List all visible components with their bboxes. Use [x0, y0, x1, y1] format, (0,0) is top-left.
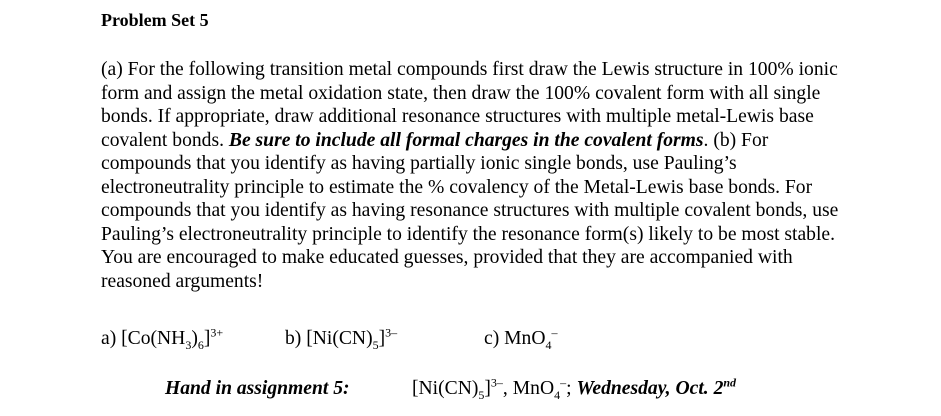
formula-charge: 3–: [385, 325, 398, 340]
formula-text: [Ni(CN): [412, 378, 479, 399]
formula-text: ]: [484, 378, 491, 399]
formula-subscript: 5: [372, 337, 379, 352]
formula-charge: 3+: [210, 325, 224, 340]
formula-charge: –: [560, 375, 567, 390]
handin-details: [412, 375, 737, 402]
formula-subscript: 4: [554, 387, 561, 402]
paragraph-line: compounds that you identify as having partially ionic single bonds, use Pauling’s: [101, 153, 737, 174]
due-date: [576, 375, 737, 399]
formula-text: ): [191, 328, 198, 349]
formula-charge: –: [551, 325, 558, 340]
due-date-ordinal: nd: [723, 375, 737, 390]
problem-set-title: Problem Set 5: [101, 10, 209, 30]
emphasis-text: Be sure to include all formal charges in the covalent forms: [228, 129, 704, 151]
paragraph-line: You are encouraged to make educated guesses, provided that they are accompanied with: [101, 247, 793, 268]
formula-charge: 3–: [490, 375, 503, 390]
due-date-text: Wednesday, Oct. 2: [576, 378, 724, 399]
paragraph-text: covalent bonds.: [101, 129, 229, 151]
formula-text: a) [Co(NH: [101, 328, 186, 349]
compound-a: [101, 325, 224, 352]
paragraph-line: Pauling’s electroneutrality principle to identify the resonance form(s) likely to be most stable.: [101, 223, 836, 245]
paragraph-line: compounds that you identify as having resonance structures with multiple covalent bonds, use: [101, 200, 839, 221]
compound-c: [484, 325, 558, 352]
paragraph-line: [101, 129, 901, 153]
paragraph-text: . (b) For: [703, 129, 769, 151]
paragraph-line: bonds. If appropriate, draw additional resonance structures with multiple metal-Lewis base: [101, 106, 814, 127]
paragraph-line: electroneutrality principle to estimate the % covalency of the Metal-Lewis base bonds. For: [101, 176, 813, 198]
paragraph-line: (a) For the following transition metal compounds first draw the Lewis structure in 100% ionic: [101, 59, 838, 80]
formula-subscript: 3: [185, 337, 192, 352]
formula-subscript: 6: [197, 337, 204, 352]
formula-text: ]: [203, 328, 211, 349]
paragraph-line: form and assign the metal oxidation state, then draw the 100% covalent form with all single: [101, 82, 821, 104]
formula-text: ]: [378, 328, 386, 349]
formula-subscript: 5: [478, 387, 485, 402]
compound-b: [285, 325, 398, 352]
paragraph-line: reasoned arguments!: [101, 270, 264, 292]
instructions-paragraph: [101, 58, 901, 293]
handin-label: Hand in assignment 5:: [165, 378, 350, 399]
formula-text: b) [Ni(CN): [285, 328, 373, 349]
formula-subscript: 4: [545, 337, 552, 352]
formula-text: , MnO: [502, 378, 555, 399]
separator-text: ;: [566, 378, 577, 399]
formula-text: c) MnO: [484, 328, 546, 349]
